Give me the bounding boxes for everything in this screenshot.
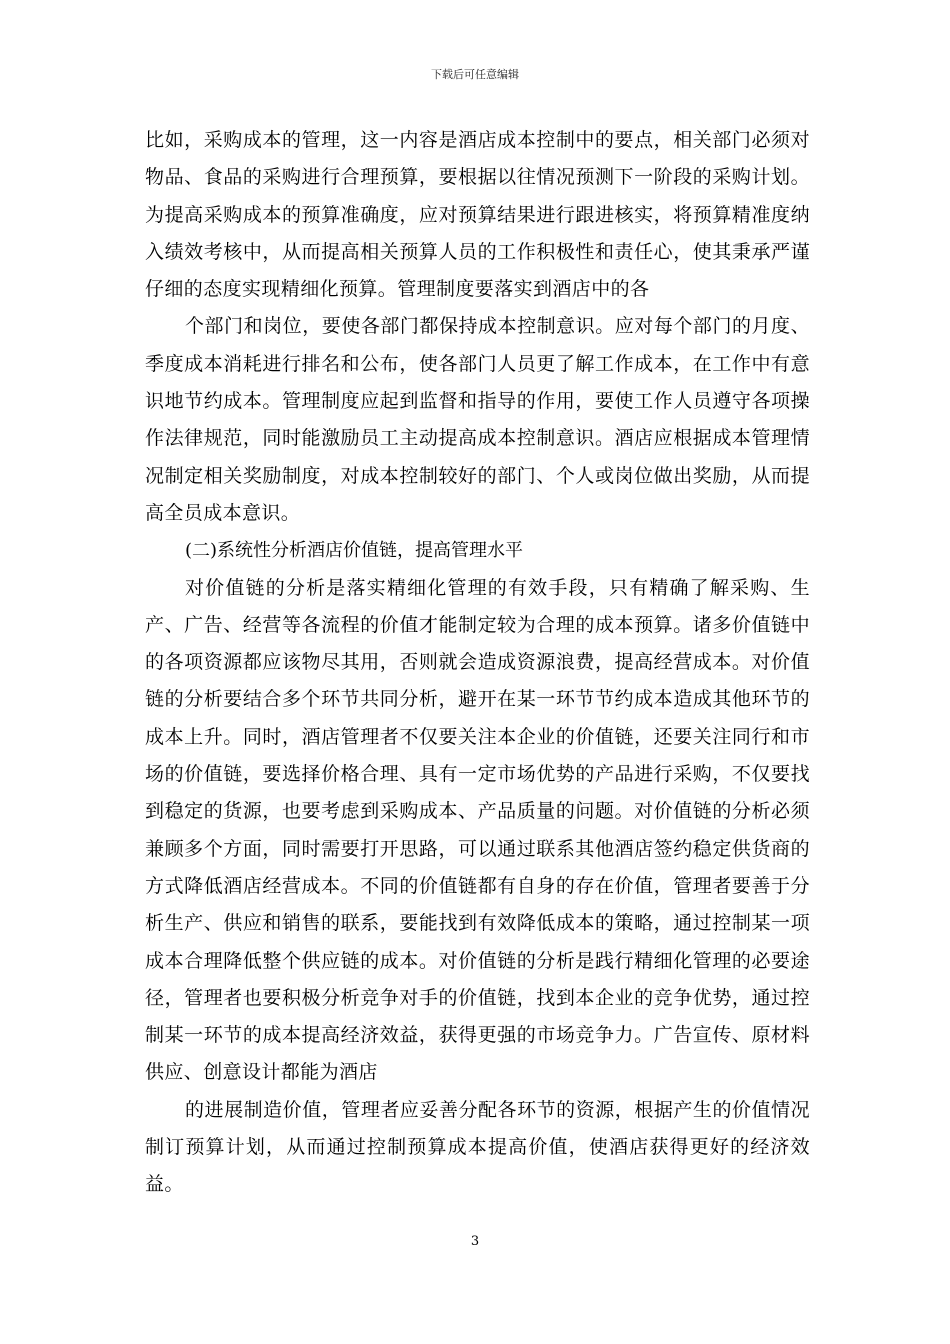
paragraph-4: 的进展制造价值，管理者应妥善分配各环节的资源，根据产生的价值情况制订预算计划，从而通过控制预算成本提高价值，使酒店获得更好的经济效益。 [145, 1098, 810, 1196]
body-text [145, 122, 810, 1204]
paragraph-1: 比如，采购成本的管理，这一内容是酒店成本控制中的要点，相关部门必须对物品、食品的采购进行合理预算，要根据以往情况预测下一阶段的采购计划。为提高采购成本的预算准确度，应对预算结果进行跟进核实，将预算精准度纳入绩效考核中，从而提高相关预算人员的工作积极性和责任心，使其秉承严谨仔细的态度实现精细化预算。管理制度要落实到酒店中的各 [145, 129, 810, 301]
paragraph-2: 个部门和岗位，要使各部门都保持成本控制意识。应对每个部门的月度、季度成本消耗进行排名和公布，使各部门人员更了解工作成本，在工作中有意识地节约成本。管理制度应起到监督和指导的作用，要使工作人员遵守各项操作法律规范，同时能激励员工主动提高成本控制意识。酒店应根据成本管理情况制定相关奖励制度，对成本控制较好的部门、个人或岗位做出奖励，从而提高全员成本意识。 [145, 315, 810, 524]
page-number: 3 [470, 1234, 480, 1249]
page-header: 下载后可任意编辑 [431, 68, 519, 81]
section-heading: (二)系统性分析酒店价值链，提高管理水平 [185, 540, 524, 562]
paragraph-3: 对价值链的分析是落实精细化管理的有效手段，只有精确了解采购、生产、广告、经营等各流程的价值才能制定较为合理的成本预算。诸多价值链中的各项资源都应该物尽其用，否则就会造成资源浪费，提高经营成本。对价值链的分析要结合多个环节共同分析，避开在某一环节节约成本造成其他环节的成本上升。同时，酒店管理者不仅要关注本企业的价值链，还要关注同行和市场的价值链，要选择价格合理、具有一定市场优势的产品进行采购，不仅要找到稳定的货源，也要考虑到采购成本、产品质量的问题。对价值链的分析必须兼顾多个方面，同时需要打开思路，可以通过联系其他酒店签约稳定供货商的方式降低酒店经营成本。不同的价值链都有自身的存在价值，管理者要善于分析生产、供应和销售的联系，要能找到有效降低成本的策略，通过控制某一项成本合理降低整个供应链的成本。对价值链的分析是践行精细化管理的必要途径，管理者也要积极分析竞争对手的价值链，找到本企业的竞争优势，通过控制某一环节的成本提高经济效益，获得更强的市场竞争力。广告宣传、原材料供应、创意设计都能为酒店 [145, 576, 810, 1084]
